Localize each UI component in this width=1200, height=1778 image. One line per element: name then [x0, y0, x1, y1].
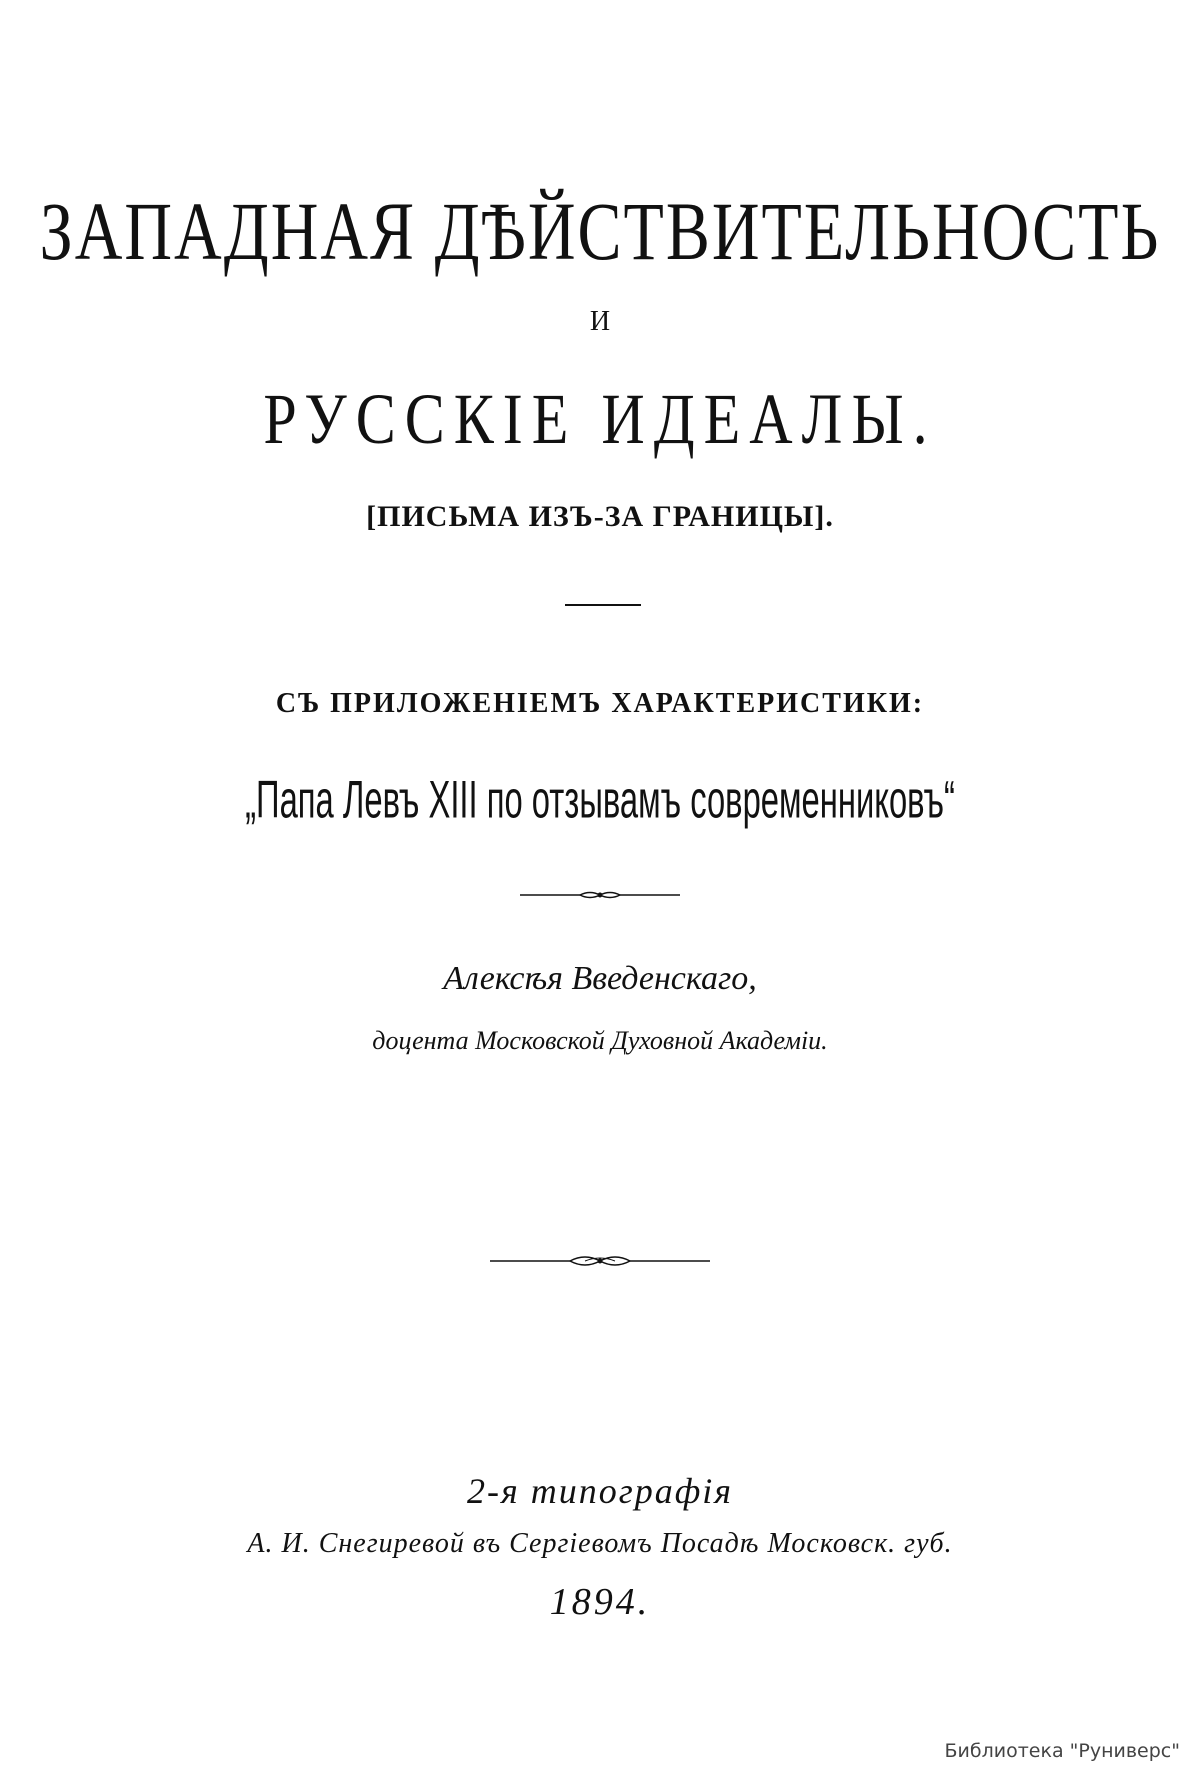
- flourish-divider-icon: [0, 888, 1200, 902]
- author-name: Алексѣя Введенскаго,: [443, 960, 757, 997]
- subtitle: [ПИСЬМА ИЗЪ-ЗА ГРАНИЦЫ].: [366, 500, 834, 533]
- printer-line-2: А. И. Снегиревой въ Сергіевомъ Посадѣ Московск. губ.: [247, 1528, 953, 1559]
- library-watermark: Библиотека "Руниверс": [944, 1740, 1180, 1762]
- title-line-2: РУССКІЕ ИДЕАЛЫ.: [263, 379, 937, 459]
- printer-line-1: 2-я типографія: [466, 1471, 734, 1511]
- horizontal-rule: [565, 604, 641, 606]
- title-conjunction: И: [589, 306, 611, 337]
- appendix-title: „Папа Левъ XIII по отзывамъ современниковъ“: [245, 770, 955, 829]
- flourish-divider-icon: [0, 1252, 1200, 1270]
- appendix-intro: СЪ ПРИЛОЖЕНІЕМЪ ХАРАКТЕРИСТИКИ:: [275, 688, 925, 719]
- title-line-1: ЗАПАДНАЯ ДѢЙСТВИТЕЛЬНОСТЬ: [39, 186, 1161, 278]
- publication-year: 1894.: [549, 1581, 651, 1623]
- author-position: доцента Московской Духовной Академіи.: [372, 1026, 828, 1055]
